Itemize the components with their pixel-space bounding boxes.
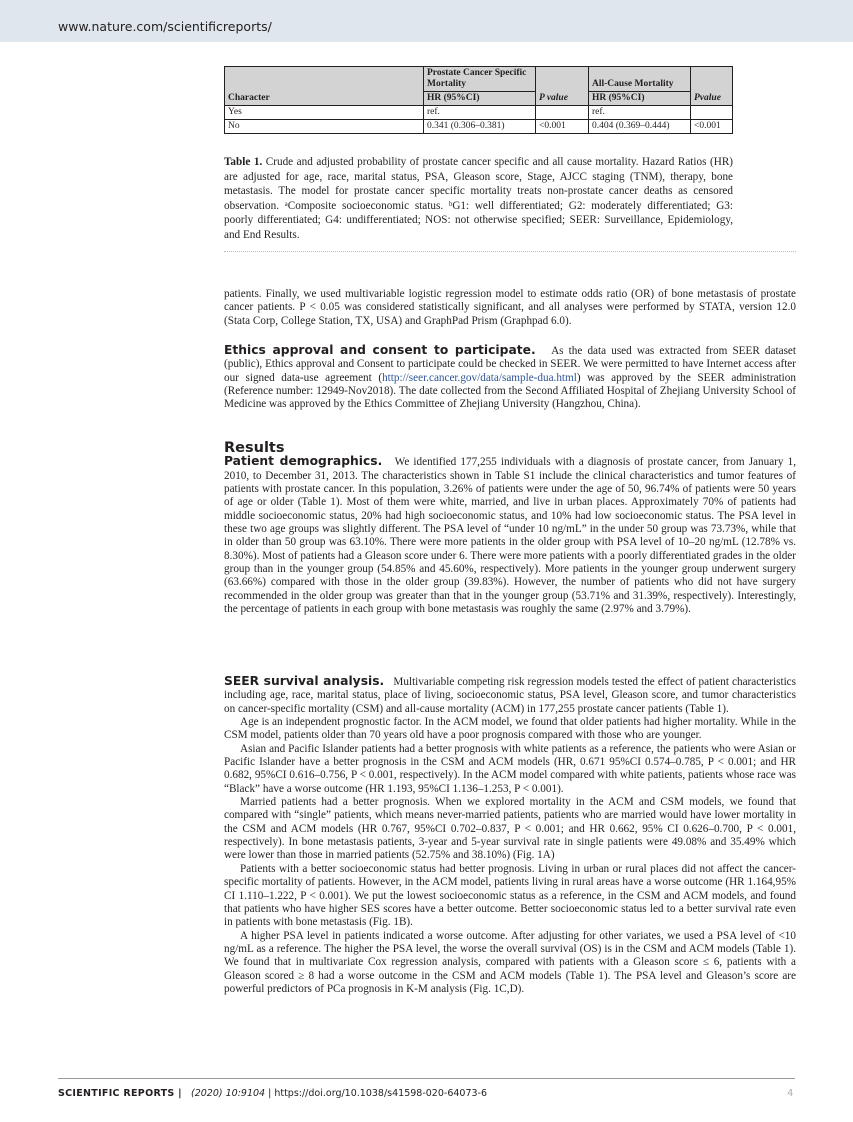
age-paragraph: Age is an independent prognostic factor. In the ACM model, we found that older patients had higher mortality. While in the CSM model, patients older than 70 years old have a poor prognosis compared with those who are younger.	[224, 716, 796, 742]
section-divider	[224, 251, 796, 252]
cell-character: Yes	[225, 106, 424, 120]
methods-end	[224, 288, 796, 328]
group-all-cause: All-Cause Mortality	[589, 79, 690, 92]
demographics-paragraph	[224, 455, 796, 616]
psa-paragraph: A higher PSA level in patients indicated a worse outcome. After adjusting for other variates, we used a PSA level of <10 ng/mL as a reference. The higher the PSA level, the worse the overall survival (OS) is in the CSM and ACM models (Table 1). We found that in multivariate Cox regression analysis, compared with patients with a Gleason score ≤ 6, patients with a Gleason scored ≥ 8 had a worse outcome in the CSM and ACM models (Table 1). The PSA level and Gleason’s score are powerful predictors of PCa prognosis in K-M analysis (Fig. 1C,D).	[224, 929, 796, 995]
col-p-cancer-specific: P value	[536, 67, 589, 106]
results-table	[224, 66, 733, 134]
col-hr-cancer-specific	[424, 67, 536, 106]
cell-p1	[536, 106, 589, 120]
col-hr-all-cause	[589, 67, 691, 106]
group-cancer-specific: Prostate Cancer Specific Mortality	[424, 68, 535, 92]
caption-text: Crude and adjusted probability of prostate cancer specific and all cause mortality. Hazard Ratios (HR) are adjusted for age, race, marital status, PSA, Gleason score, Stage, AJCC staging (TNM), therapy, bone metastasis. The model for prostate cancer specific mortality treats non-prostate cancer deaths as censored observation. ᵃComposite socioeconomic status. ᵇG1: well differentiated; G2: moderately differentiated; G3: poorly differentiated; G4: undifferentiated; NOS: not otherwise specified; SEER: Surveillance, Epidemiology, and End Results.	[224, 156, 734, 241]
cell-p1: <0.001	[536, 120, 589, 134]
caption-label: Table 1.	[224, 156, 263, 168]
page-number: 4	[787, 1088, 794, 1099]
ethics-text-1: As the data used was extracted from SEER dataset (public), Ethics approval and Consent to participate could be checked in SEER. We were permitted to have Internet access after our signed data-use agreement (	[224, 345, 796, 384]
site-url-link[interactable]: www.nature.com/scientificreports/	[58, 19, 272, 34]
ethics-text-2: ) was approved by the SEER administration (Reference number: 12949-Nov2018). The date collected from the Second Affiliated Hospital of Zhejiang University School of Medicine was approved by the Ethics Committee of Zhejiang University (Hangzhou, China).	[224, 371, 796, 411]
ethics-heading: Ethics approval and consent to participate.	[224, 343, 536, 357]
footer-citation	[58, 1088, 487, 1099]
ses-paragraph: Patients with a better socioeconomic status had better prognosis. Living in urban or rural places did not affect the cancer-specific mortality of patients. However, in the ACM model, patients living in rural areas have a worse outcome (HR 1.164,95% CI 1.110–1.222, P < 0.001). We put the lowest socioeconomic status as a reference, in the CSM and ACM models, and found that patients who have higher SES scores have a better outcome. Better socioeconomic status led to a better survival rate even in patients with bone metastasis (Fig. 1B).	[224, 862, 796, 929]
results-section	[224, 442, 796, 616]
doi-link[interactable]: | https://doi.org/10.1038/s41598-020-64073-6	[265, 1088, 488, 1099]
demographics-heading: Patient demographics.	[224, 454, 383, 469]
demographics-text: We identified 177,255 individuals with a diagnosis of prostate cancer, from January 1, 2010, to December 31, 2013. The characteristics shown in Table S1 include the clinical characteristics and tumor features of patients with prostate cancer. In this population, 3.26% of patients were under the age of 50, 96.74% of patients were 50 years of age or older (Table 1). Most of them were white, married, and live in urban places. Approximately 70% of patients had middle socioeconomic status, 20% had high socioeconomic status, and 10% had low socioeconomic status. The PSA level in these two age groups was slightly different. The PSA level of “under 10 ng/mL” in the under 50 group was 73.73%, while that in older than 50 group was 63.10%. There were more patients in the older group with PSA level of 10–20 ng/mL (12.78% vs. 8.30%). Most of patients had a Gleason score under 6. There were more patients with a poorly differentiated grades in the older group than in the younger group (54.85% and 45.60%, respectively). More patients in the younger group underwent surgery (63.66%) compared with those in the older group (39.83%). However, the number of patients who did not have surgery recommended in the older group was greater than that in the younger group (53.71% and 31.39%, respectively). Interestingly, the percentage of patients in each group with bone metastasis was roughly the same (2.97% and 3.79%).	[224, 456, 797, 616]
journal-name: SCIENTIFIC REPORTS |	[58, 1088, 182, 1099]
seer-section	[224, 675, 796, 996]
footer-divider	[58, 1078, 795, 1079]
cell-hr2: 0.404 (0.369–0.444)	[589, 120, 691, 134]
hr-label: HR (95%CI)	[427, 93, 480, 103]
cell-hr2: ref.	[589, 106, 691, 120]
cell-hr1: 0.341 (0.306–0.381)	[424, 120, 536, 134]
married-paragraph: Married patients had a better prognosis. When we explored mortality in the ACM and CSM models, we found that compared with “single” patients, which means never-married patients, patients who are married would have lower mortality in the CSM and ACM models (HR 0.767, 95%CI 0.702–0.837, P < 0.001; and HR 0.662, 95% CI 0.626–0.700, P < 0.001, respectively). In bone metastasis patients, 3-year and 5-year survival rate in single patients were 49.08% and 35.49% which were lower than those in married patients (52.75% and 38.10%) (Fig. 1A)	[224, 796, 796, 862]
table-header-row	[225, 67, 733, 106]
seer-heading: SEER survival analysis.	[224, 674, 385, 688]
col-p-all-cause: Pvalue	[691, 67, 733, 106]
cell-p2: <0.001	[691, 120, 733, 134]
table-caption	[224, 155, 733, 243]
col-character: Character	[225, 67, 424, 106]
table-row	[225, 106, 733, 120]
citation: (2020) 10:9104	[191, 1088, 266, 1099]
results-heading: Results	[224, 440, 285, 456]
site-header-bar	[0, 0, 853, 42]
cell-hr1: ref.	[424, 106, 536, 120]
cell-character: No	[225, 120, 424, 134]
table-row	[225, 120, 733, 134]
ethics-section	[224, 344, 796, 412]
seer-paragraph	[224, 675, 796, 716]
ethics-paragraph	[224, 344, 796, 412]
cell-p2	[691, 106, 733, 120]
race-paragraph: Asian and Pacific Islander patients had a better prognosis with white patients as a reference, the patients who were Asian or Pacific Islander have a better prognosis in the CSM and ACM models (HR, 0.671 95%CI 0.574–0.785, P < 0.001; and HR 0.682, 95%CI 0.616–0.756, P < 0.001, respectively). In the ACM model compared with white patients, patients whose race was “Black” have a worse outcome (HR 1.193, 95%CI 1.136–1.253, P < 0.001).	[224, 742, 796, 795]
seer-agreement-link[interactable]: http://seer.cancer.gov/data/sample-dua.html	[382, 371, 577, 384]
hr-label: HR (95%CI)	[592, 93, 645, 103]
seer-text: Multivariable competing risk regression models tested the effect of patient characteristics including age, race, marital status, place of living, socioeconomic status, PSA level, Gleason score, and tumor characteristics on cancer-specific mortality (CSM) and all-cause mortality (ACM) in 177,255 prostate cancer patients (Table 1).	[224, 676, 796, 715]
methods-paragraph: patients. Finally, we used multivariable logistic regression model to estimate odds ratio (OR) of bone metastasis of prostate cancer patients. P < 0.05 was considered statistically significant, and all analyses were performed by STATA, version 12.0 (Stata Corp, College Station, TX, USA) and GraphPad Prism (Graphpad 6.0).	[224, 288, 796, 327]
